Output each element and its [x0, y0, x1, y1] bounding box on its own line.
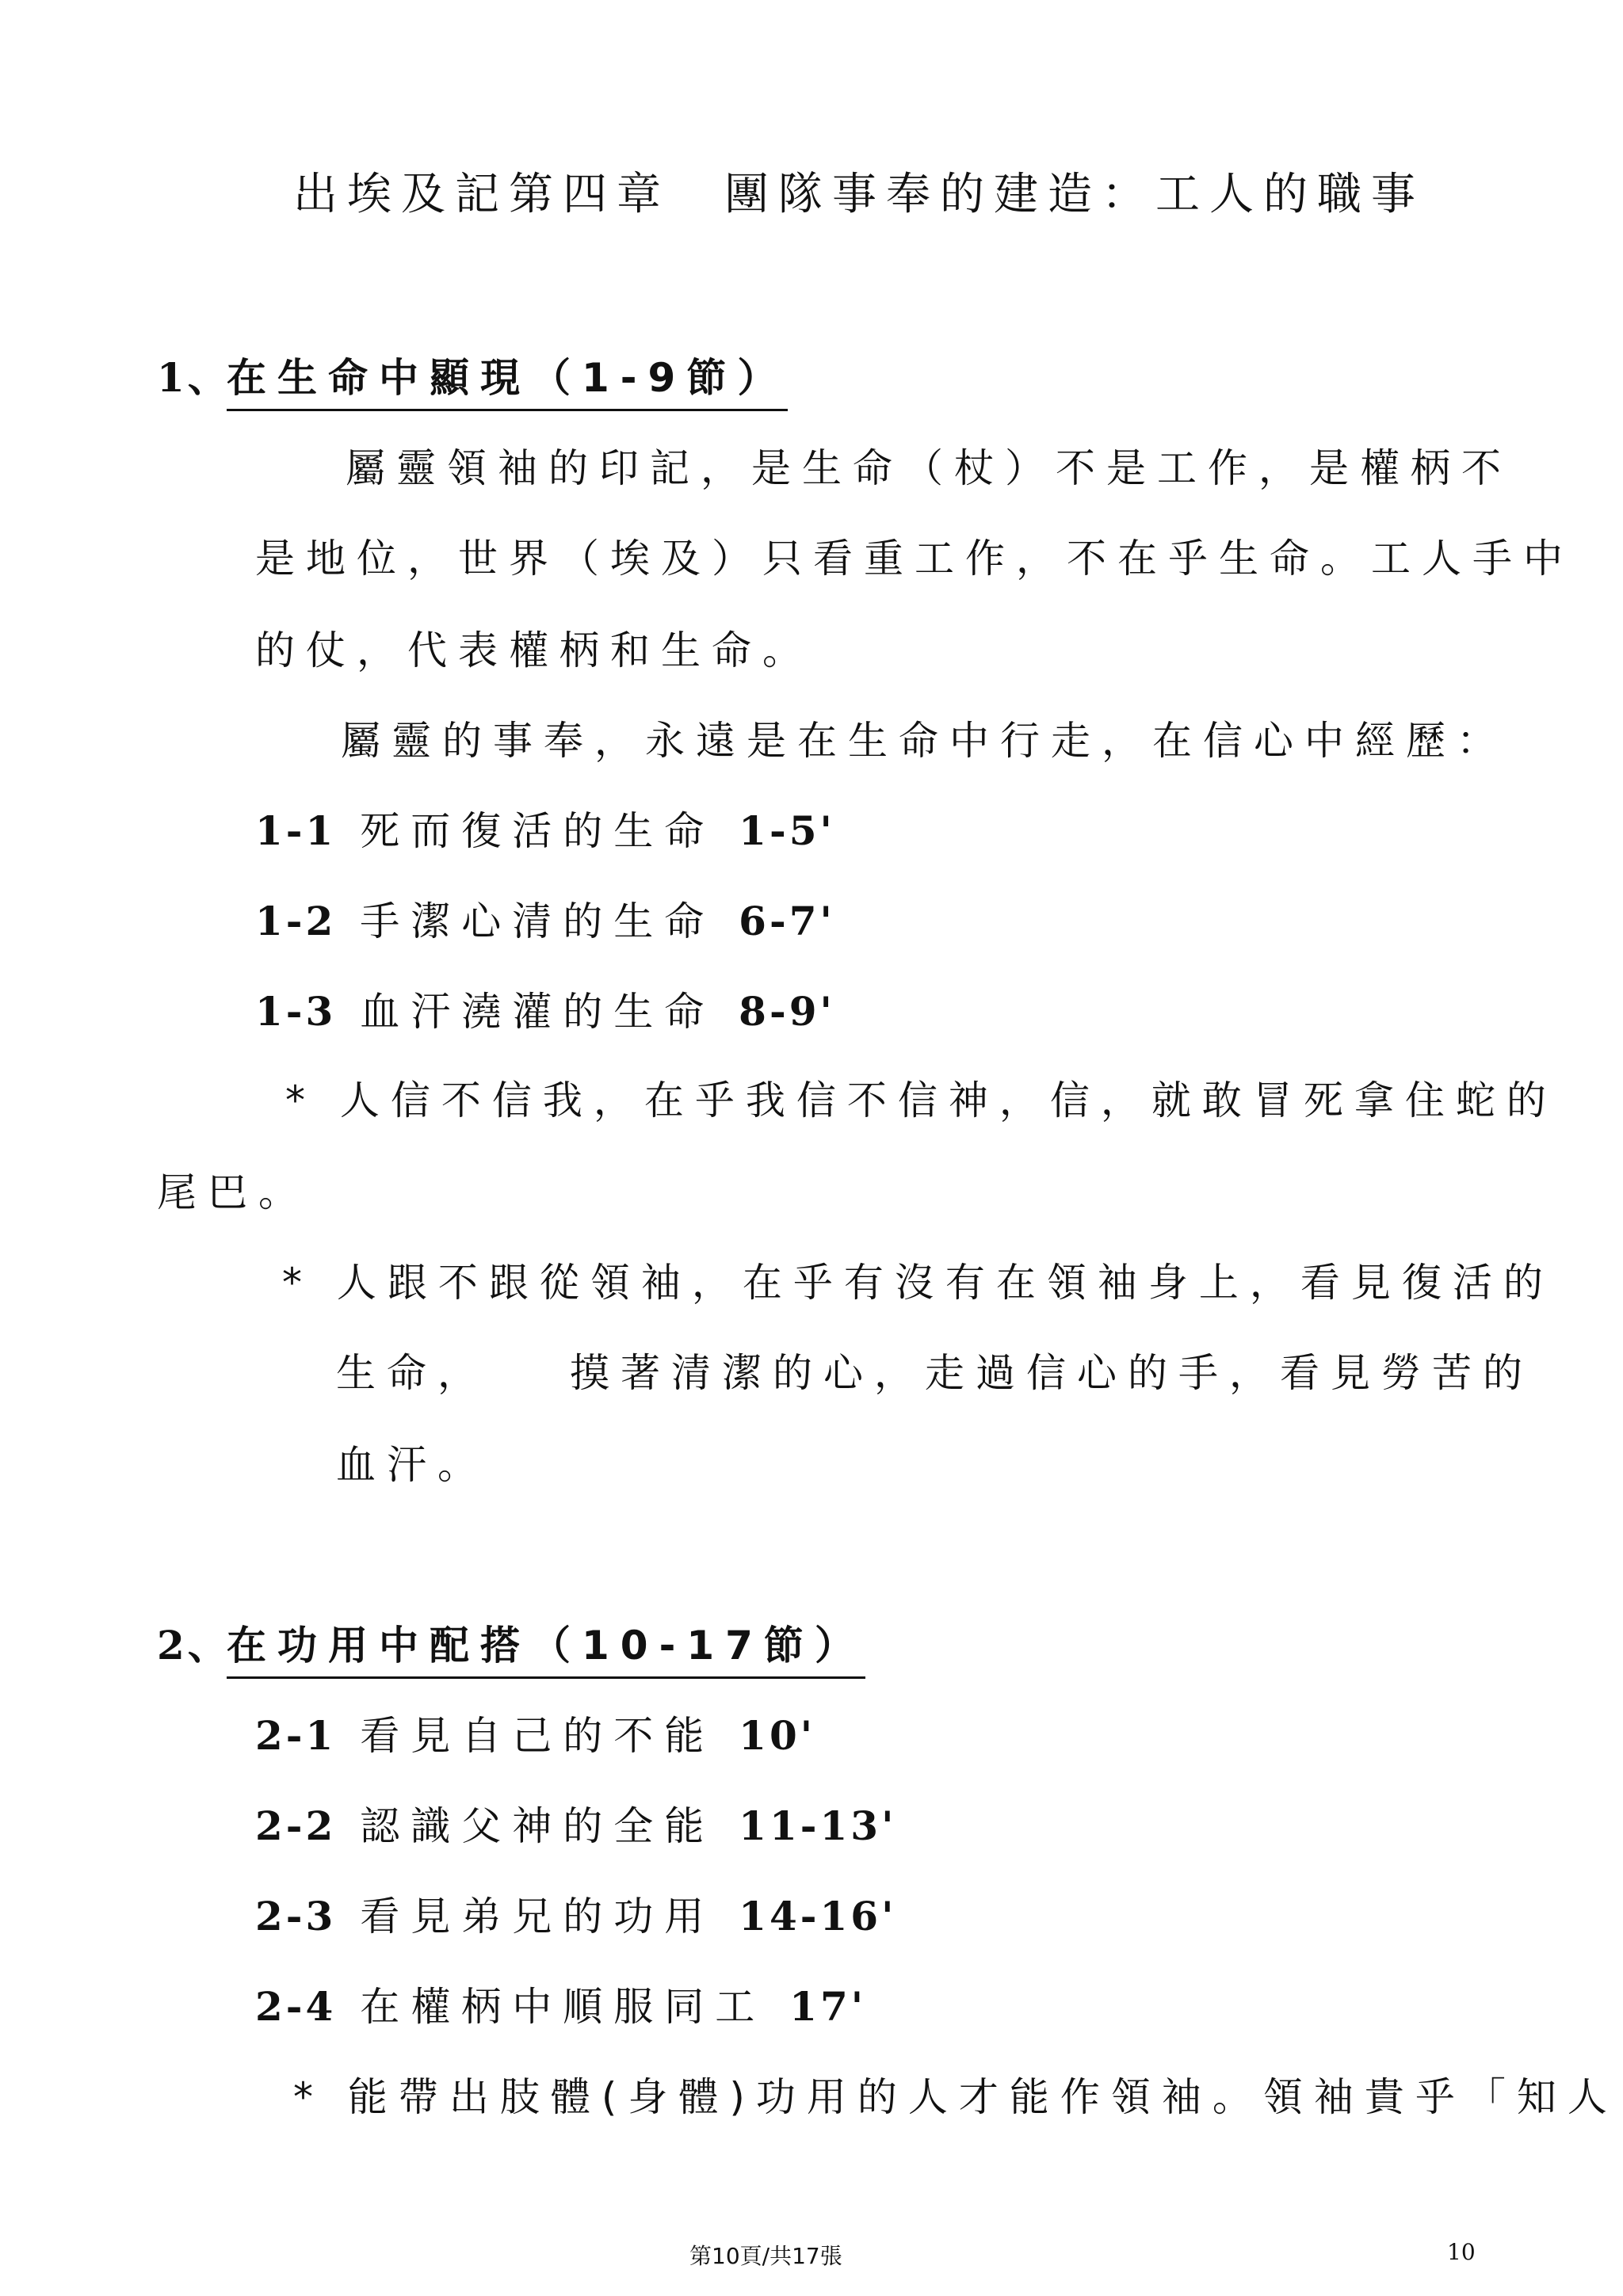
item-text: 手潔心清的生命	[360, 898, 716, 944]
item-ref: 11-13'	[739, 1802, 897, 1849]
section-1-para2: 屬靈的事奉，永遠是在生命中行走，在信心中經歷：	[341, 718, 1507, 764]
page-title: 出埃及記第四章 團隊事奉的建造：工人的職事	[293, 169, 1425, 220]
note-2-line1: * 人跟不跟從領袖，在乎有沒有在領袖身上，看見復活的	[282, 1260, 1554, 1306]
item-number: 1-1	[255, 807, 337, 854]
item-text: 血汗澆灌的生命	[360, 989, 716, 1035]
item-2-4	[255, 1983, 867, 2030]
item-text: 死而復活的生命	[360, 808, 716, 854]
item-2-1	[255, 1712, 816, 1759]
section-1-para1-line2: 是地位，世界（埃及）只看重工作，不在乎生命。工人手中	[255, 536, 1574, 582]
item-ref: 14-16'	[739, 1893, 897, 1939]
note-2-line3: 血汗。	[336, 1442, 488, 1488]
section-2-heading: 在功用中配搭（10-17節）	[227, 1626, 865, 1679]
item-1-1	[255, 807, 835, 854]
note-1-line2: 尾巴。	[157, 1169, 309, 1215]
section-1-para1-line3: 的仗，代表權柄和生命。	[255, 627, 813, 673]
item-number: 2-1	[255, 1712, 337, 1759]
item-number: 2-3	[255, 1893, 337, 1939]
footer-page-number: 10	[1447, 2239, 1476, 2265]
note-3-line1: * 能帶出肢體(身體)功用的人才能作領袖。領袖貴乎「知人	[293, 2074, 1618, 2120]
note-1-line1: * 人信不信我，在乎我信不信神，信，就敢冒死拿住蛇的	[285, 1077, 1557, 1123]
item-2-3	[255, 1893, 897, 1939]
item-number: 2-4	[255, 1983, 337, 2030]
section-1-heading: 在生命中顯現（1-9節）	[227, 358, 788, 411]
item-ref: 17'	[789, 1983, 867, 2030]
section-1-number: 1、	[157, 354, 231, 401]
item-text: 看見自己的不能	[360, 1713, 716, 1759]
item-number: 2-2	[255, 1802, 337, 1849]
item-number: 1-3	[255, 988, 337, 1035]
item-number: 1-2	[255, 898, 337, 944]
footer-page-label: 第10頁/共17張	[689, 2243, 842, 2269]
section-2-number: 2、	[157, 1622, 231, 1669]
item-2-2	[255, 1802, 897, 1849]
item-text: 在權柄中順服同工	[360, 1984, 766, 2030]
item-text: 看見弟兄的功用	[360, 1894, 716, 1939]
item-1-2	[255, 898, 835, 944]
section-1-para1-line1: 屬靈領袖的印記，是生命（杖）不是工作，是權柄不	[346, 445, 1512, 491]
note-2-line2: 生命， 摸著清潔的心，走過信心的手，看見勞苦的	[336, 1350, 1533, 1396]
item-1-3	[255, 988, 835, 1035]
item-ref: 8-9'	[739, 988, 835, 1035]
item-ref: 6-7'	[739, 898, 835, 944]
item-ref: 10'	[739, 1712, 816, 1759]
item-text: 認識父神的全能	[360, 1803, 716, 1849]
item-ref: 1-5'	[739, 807, 835, 854]
